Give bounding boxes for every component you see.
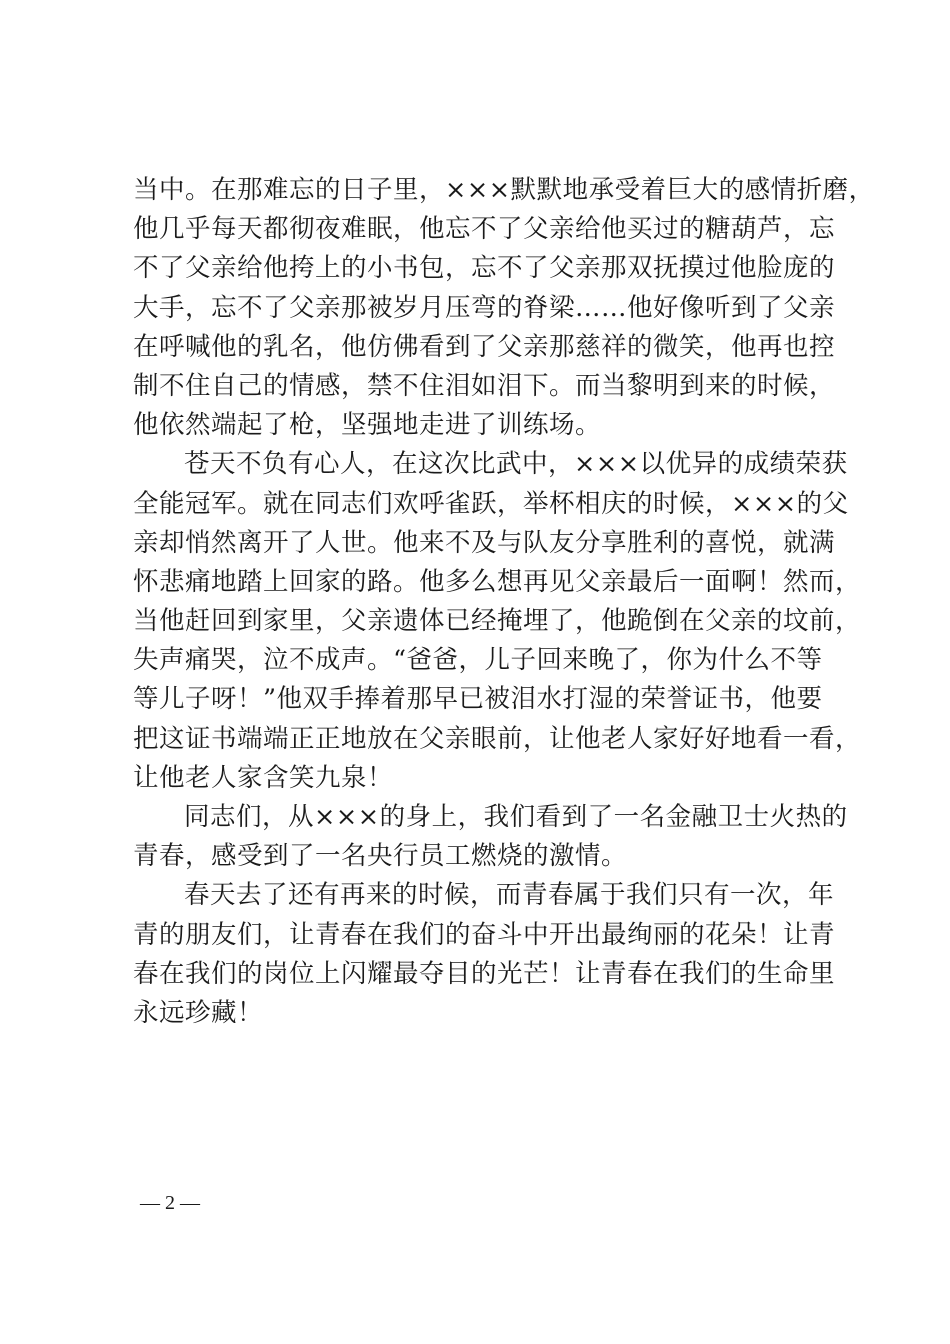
- paragraph: [133, 445, 862, 798]
- text-line: 青的朋友们，让青春在我们的奋斗中开出最绚丽的花朵！让青: [133, 919, 836, 950]
- text-line: 失声痛哭，泣不成声。“爸爸，儿子回来晚了，你为什么不等: [133, 645, 823, 676]
- paragraph: [133, 171, 875, 445]
- text-line: 他几乎每天都彻夜难眠，他忘不了父亲给他买过的糖葫芦，忘: [133, 214, 836, 245]
- text-line: 春天去了还有再来的时候，而青春属于我们只有一次，年: [184, 880, 835, 911]
- text-line: 不了父亲给他挎上的小书包，忘不了父亲那双抚摸过他脸庞的: [133, 253, 836, 284]
- text-line: 怀悲痛地踏上回家的路。他多么想再见父亲最后一面啊！然而，: [133, 566, 862, 597]
- text-line: 他依然端起了枪，坚强地走进了训练场。: [133, 410, 602, 441]
- text-line: 等儿子呀！”他双手捧着那早已被泪水打湿的荣誉证书，他要: [133, 684, 823, 715]
- paragraph: [133, 876, 836, 1033]
- text-line: 大手，忘不了父亲那被岁月压弯的脊梁……他好像听到了父亲: [133, 292, 836, 323]
- text-line: 把这证书端端正正地放在父亲眼前，让他老人家好好地看一看，: [133, 723, 862, 754]
- text-line: 让他老人家含笑九泉！: [133, 762, 394, 793]
- paragraph: [133, 798, 848, 876]
- text-line: 青春，感受到了一名央行员工燃烧的激情。: [133, 841, 628, 872]
- text-line: 亲却悄然离开了人世。他来不及与队友分享胜利的喜悦，就满: [133, 527, 836, 558]
- text-line: 制不住自己的情感，禁不住泪如泪下。而当黎明到来的时候，: [133, 370, 836, 401]
- text-line: 春在我们的岗位上闪耀最夺目的光芒！让青春在我们的生命里: [133, 958, 836, 989]
- body-text: [133, 171, 875, 1033]
- text-line: 全能冠军。就在同志们欢呼雀跃，举杯相庆的时候，×××的父: [133, 488, 849, 519]
- text-line: 当他赶回到家里，父亲遗体已经掩埋了，他跪倒在父亲的坟前，: [133, 606, 862, 637]
- text-line: 在呼喊他的乳名，他仿佛看到了父亲那慈祥的微笑，他再也控: [133, 331, 836, 362]
- text-line: 同志们，从×××的身上，我们看到了一名金融卫士火热的: [184, 802, 848, 832]
- text-line: 永远珍藏！: [133, 997, 264, 1028]
- page-number: — 2 —: [140, 1192, 200, 1214]
- text-line: 苍天不负有心人，在这次比武中，×××以优异的成绩荣获: [184, 449, 848, 480]
- text-line: 当中。在那难忘的日子里，×××默默地承受着巨大的感情折磨，: [133, 175, 875, 205]
